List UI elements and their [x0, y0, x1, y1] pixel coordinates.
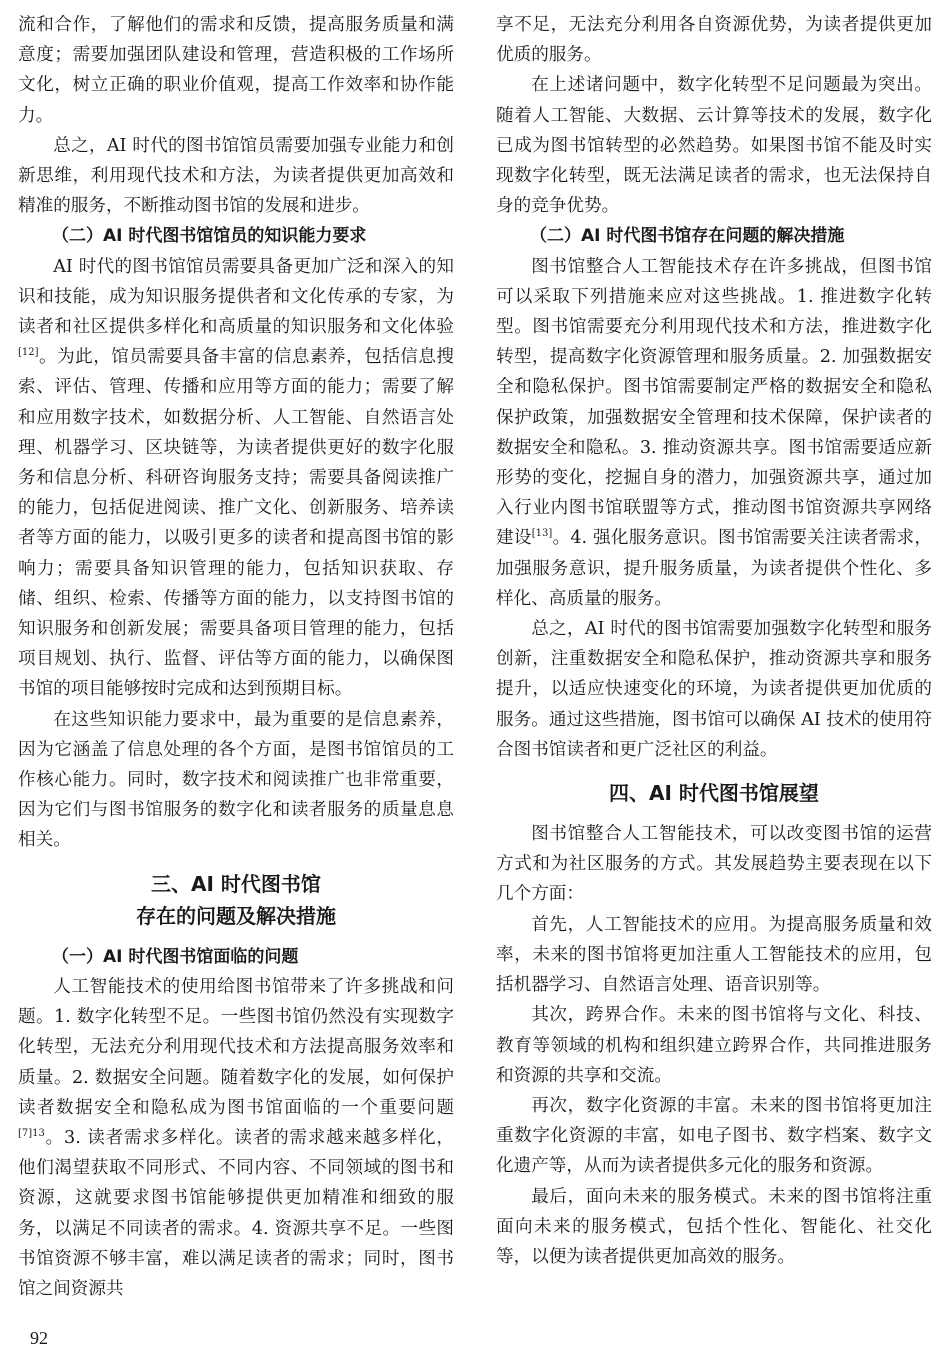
citation: [13]	[531, 528, 553, 540]
paragraph-text: 。4. 强化服务意识。图书馆需要关注读者需求，加强服务意识，提升服务质量，为读者提供个性化、多样化、高质量的服务。	[496, 528, 932, 609]
paragraph: 在这些知识能力要求中，最为重要的是信息素养，因为它涵盖了信息处理的各个方面，是图书馆馆员的工作核心能力。同时，数字技术和阅读推广也非常重要，因为它们与图书馆服务的数字化和读者服务的质量息息相关。	[18, 709, 454, 851]
section-heading-4: 四、AI 时代图书馆展望	[609, 781, 819, 806]
paragraph: 总之，AI 时代的图书馆馆员需要加强专业能力和创新思维，利用现代技术和方法，为读者提供更加高效和精准的服务，不断推动图书馆的发展和进步。	[18, 135, 454, 217]
paragraph	[18, 252, 454, 705]
subsection-heading-problems: （一）AI 时代图书馆面临的问题	[52, 946, 299, 967]
paragraph-text: 图书馆整合人工智能技术存在许多挑战，但图书馆可以采取下列措施来应对这些挑战。1. 推进数字化转型。图书馆需要充分利用现代技术和方法，推进数字化转型，提高数字化资源管理和服务质量。2. 加强数据安全和隐私保护。图书馆需要制定严格的数据安全和隐私保护政策，加强数据安全管理和技术保障，保护读者的数据安全和隐私。3. 推动资源共享。图书馆需要适应新形势的变化，挖掘自身的潜力，加强资源共享，通过加入行业内图书馆联盟等方式，推动图书馆资源共享网络建设	[496, 256, 932, 549]
paragraph: 首先，人工智能技术的应用。为提高服务质量和效率，未来的图书馆将更加注重人工智能技术的应用，包括机器学习、自然语言处理、语音识别等。	[496, 914, 932, 996]
paragraph-text: 。3. 读者需求多样化。读者的需求越来越多样化，他们渴望获取不同形式、不同内容、不同领域的图书和资源，这就要求图书馆能够提供更加精准和细致的服务，以满足不同读者的需求。4. 资源共享不足。一些图书馆资源不够丰富，难以满足读者的需求；同时，图书馆之间资源共	[18, 1127, 454, 1299]
paragraph: 流和合作，了解他们的需求和反馈，提高服务质量和满意度；需要加强团队建设和管理，营造积极的工作场所文化，树立正确的职业价值观，提高工作效率和协作能力。	[18, 15, 454, 126]
paragraph: 享不足，无法充分利用各自资源优势，为读者提供更加优质的服务。	[496, 15, 932, 66]
paragraph: 总之，AI 时代的图书馆需要加强数字化转型和服务创新，注重数据安全和隐私保护，推动资源共享和服务提升，以适应快速变化的环境，为读者提供更加优质的服务。通过这些措施，图书馆可以确保 AI 技术的使用符合图书馆读者和更广泛社区的利益。	[496, 619, 932, 760]
section-heading-line: 存在的问题及解决措施	[136, 903, 336, 928]
paragraph: 最后，面向未来的服务模式。未来的图书馆将注重面向未来的服务模式，包括个性化、智能化、社交化等，以便为读者提供更加高效的服务。	[496, 1186, 932, 1267]
paragraph-text: AI 时代的图书馆馆员需要具备更加广泛和深入的知识和技能，成为知识服务提供者和文化传承的专家，为读者和社区提供多样化和高质量的知识服务和文化体验	[18, 256, 454, 338]
paragraph: 再次，数字化资源的丰富。未来的图书馆将更加注重数字化资源的丰富，如电子图书、数字档案、数字文化遗产等，从而为读者提供多元化的服务和资源。	[496, 1095, 932, 1177]
subsection-heading-solutions: （二）AI 时代图书馆存在问题的解决措施	[530, 226, 845, 247]
paragraph: 其次，跨界合作。未来的图书馆将与文化、科技、教育等领域的机构和组织建立跨界合作，共同推进服务和资源的共享和交流。	[496, 1005, 932, 1086]
paragraph	[18, 972, 454, 1304]
citation: [12]	[18, 347, 39, 359]
paragraph: 图书馆整合人工智能技术，可以改变图书馆的运营方式和为社区服务的方式。其发展趋势主要表现在以下几个方面：	[496, 824, 932, 905]
subsection-heading-knowledge: （二）AI 时代图书馆馆员的知识能力要求	[52, 226, 367, 247]
right-column	[496, 10, 932, 1272]
citation: [7]13	[18, 1127, 45, 1139]
left-column	[18, 10, 454, 1304]
paragraph-text: 。为此，馆员需要具备丰富的信息素养，包括信息搜索、评估、管理、传播和应用等方面的能力；需要了解和应用数字技术，如数据分析、人工智能、自然语言处理、机器学习、区块链等，为读者提供更好的数字化服务和信息分析、科研咨询服务支持；需要具备阅读推广的能力，包括促进阅读、推广文化、创新服务、培养读者等方面的能力，以吸引更多的读者和提高图书馆的影响力；需要具备知识管理的能力，包括知识获取、存储、组织、检索、传播等方面的能力，以支持图书馆的知识服务和创新发展；需要具备项目管理的能力，包括项目规划、执行、监督、评估等方面的能力，以确保图书馆的项目能够按时完成和达到预期目标。	[18, 347, 454, 700]
section-heading-line: 三、AI 时代图书馆	[151, 871, 321, 896]
paragraph-text: 人工智能技术的使用给图书馆带来了许多挑战和问题。1. 数字化转型不足。一些图书馆仍然没有实现数字化转型，无法充分利用现代技术和方法提高服务效率和质量。2. 数据安全问题。随着数字化的发展，如何保护读者数据安全和隐私成为图书馆面临的一个重要问题	[18, 976, 454, 1118]
paragraph	[496, 252, 932, 614]
section-heading-3	[18, 868, 454, 932]
page-number: 92	[30, 1328, 48, 1348]
paragraph: 在上述诸问题中，数字化转型不足问题最为突出。随着人工智能、大数据、云计算等技术的发展，数字化已成为图书馆转型的必然趋势。如果图书馆不能及时实现数字化转型，既无法满足读者的需求，也无法保持自身的竞争优势。	[496, 75, 932, 217]
